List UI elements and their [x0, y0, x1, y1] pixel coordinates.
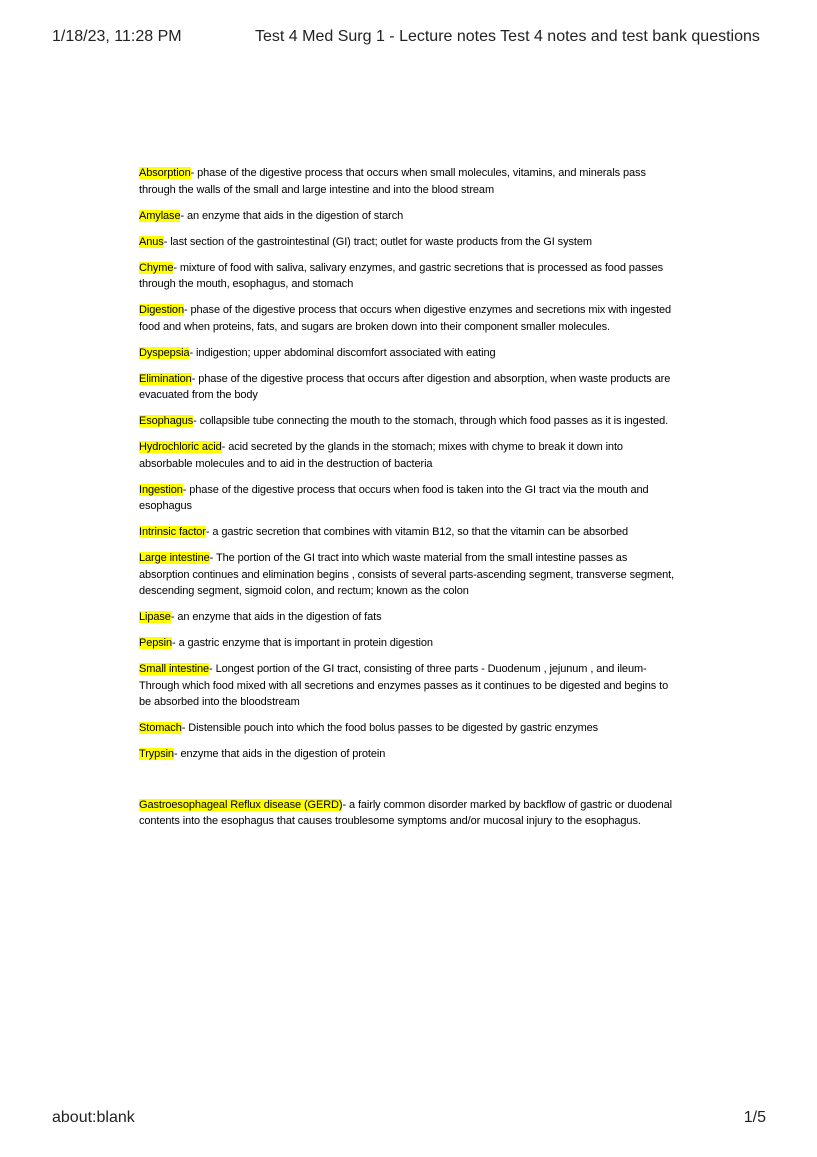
gerd-definition: - a fairly common disorder marked by backflow of gastric or duodenal contents into the esophagus that causes troublesome symptoms and/or mucosal injury to the esophagus. [139, 798, 672, 827]
glossary-entry [139, 439, 677, 472]
glossary-entry [139, 635, 677, 652]
glossary-entry [139, 482, 677, 515]
glossary-entry [139, 371, 677, 404]
glossary-term: Esophagus [139, 415, 194, 427]
glossary-definition: - phase of the digestive process that occurs when digestive enzymes and secretions mix with ingested food and when proteins, fats, and sugars are broken down into their component smaller molecules. [139, 304, 672, 333]
glossary-term: Stomach [139, 722, 182, 734]
glossary-definition: - acid secreted by the glands in the stomach; mixes with chyme to break it down into absorbable molecules and to aid in the destruction of bacteria [139, 441, 623, 470]
glossary-term: Ingestion [139, 483, 183, 496]
glossary-term: Hydrochloric acid [139, 441, 222, 453]
glossary-definition: - an enzyme that aids in the digestion of starch [180, 209, 404, 222]
glossary-entry [139, 345, 677, 362]
page-number: 1/5 [743, 1109, 766, 1126]
glossary-definition: - Longest portion of the GI tract, consisting of three parts - Duodenum , jejunum , and ileum- Through which food mixed with all secretions and enzymes passes as it continues to be digested and begins to be absorbed into the bloodstream [139, 663, 669, 708]
glossary-entry [139, 609, 677, 626]
glossary-definition: - phase of the digestive process that occurs when food is taken into the GI tract via the mouth and esophagus [139, 483, 649, 512]
glossary-term: Elimination [139, 372, 192, 385]
page-title: Test 4 Med Surg 1 - Lecture notes Test 4 notes and test bank questions [255, 28, 760, 45]
glossary-entry [139, 260, 677, 293]
glossary-entry [139, 413, 677, 430]
glossary-term: Trypsin [139, 748, 174, 760]
glossary-term: Pepsin [139, 637, 173, 649]
gerd-term: Gastroesophageal Reflux disease (GERD) [139, 798, 343, 811]
glossary-definition: - last section of the gastrointestinal (GI) tract; outlet for waste products from the GI system [163, 235, 592, 248]
glossary [139, 165, 677, 839]
glossary-term: Amylase [139, 209, 181, 222]
glossary-definition: - a gastric enzyme that is important in protein digestion [172, 637, 433, 649]
glossary-term: Large intestine [139, 552, 210, 564]
glossary-entry [139, 746, 677, 763]
glossary-entry [139, 234, 677, 251]
glossary-term: Lipase [139, 611, 171, 623]
footer-url: about:blank [52, 1109, 135, 1126]
glossary-definition: - phase of the digestive process that occurs after digestion and absorption, when waste products are evacuated from the body [139, 372, 671, 401]
print-date: 1/18/23, 11:28 PM [52, 28, 182, 45]
gerd-entry [139, 797, 677, 830]
glossary-definition: - collapsible tube connecting the mouth to the stomach, through which food passes as it is ingested. [193, 415, 669, 427]
glossary-term: Chyme [139, 261, 174, 274]
glossary-term: Dyspepsia [139, 346, 190, 359]
glossary-entry [139, 661, 677, 711]
glossary-definition: - an enzyme that aids in the digestion of fats [170, 611, 382, 623]
glossary-entry [139, 302, 677, 335]
glossary-definition: - indigestion; upper abdominal discomfort associated with eating [189, 346, 496, 359]
glossary-definition: - phase of the digestive process that occurs when small molecules, vitamins, and minerals pass through the walls of the small and large intestine and into the blood stream [139, 167, 646, 196]
glossary-term: Absorption [139, 167, 191, 179]
glossary-entry [139, 550, 677, 600]
glossary-entry [139, 208, 677, 225]
glossary-definition: - enzyme that aids in the digestion of protein [173, 748, 386, 760]
glossary-term: Small intestine [139, 663, 210, 675]
glossary-definition: - The portion of the GI tract into which waste material from the small intestine passes as absorption continues and elimination begins , consists of several parts-ascending segment, transverse segment, descending segment, sigmoid colon, and rectum; known as the colon [139, 552, 675, 597]
glossary-definition: - mixture of food with saliva, salivary enzymes, and gastric secretions that is processed as food passes through the mouth, esophagus, and stomach [139, 261, 664, 290]
glossary-definition: - Distensible pouch into which the food bolus passes to be digested by gastric enzymes [181, 722, 599, 734]
glossary-entry [139, 165, 677, 198]
glossary-term: Digestion [139, 304, 184, 316]
glossary-entry [139, 524, 677, 541]
glossary-term: Anus [139, 235, 164, 248]
glossary-term: Intrinsic factor [139, 526, 206, 538]
glossary-definition: - a gastric secretion that combines with vitamin B12, so that the vitamin can be absorbed [205, 526, 629, 538]
glossary-entry [139, 720, 677, 737]
